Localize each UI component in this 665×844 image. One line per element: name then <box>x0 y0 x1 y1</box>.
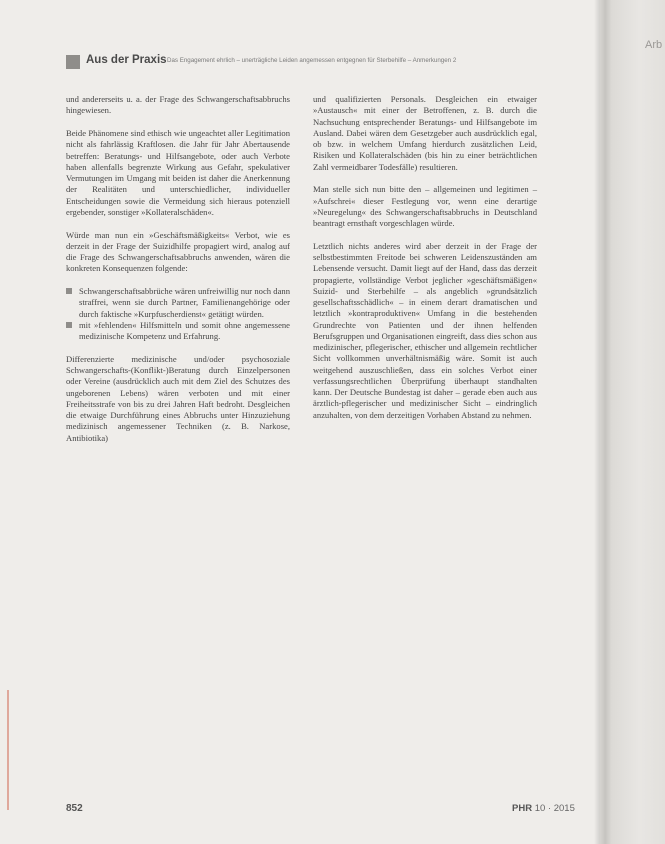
list-item-text: mit »fehlenden« Hilfsmitteln und somit ohne angemessene medizinische Kompetenz und Erfahrung. <box>79 319 290 341</box>
journal-name: PHR <box>512 803 533 814</box>
list-item <box>66 320 290 343</box>
paragraph: Würde man nun ein »Geschäftsmäßigkeits« Verbot, wie es derzeit in der Frage der Suizidhilfe propagiert wird, analog auf die Frage des Schwangerschaftsabbruchs anwenden, wären die konkreten Konsequenzen folgende: <box>66 229 290 274</box>
paragraph: Differenzierte medizinische und/oder psychosoziale Schwangerschafts-(Konflikt-)Beratung durch Einzelpersonen oder Vereine (ausdrücklich auch mit dem Ziel des Schutzes des ungeborenen Lebens) wären verboten und mit einer Freiheitsstrafe von bis zu drei Jahren Haft bedroht. Desgleichen die etwaige Durchführung eines Abbruchs unter Hinzuziehung medizinisch angemessener Techniken (z. B. Narkose, Antibiotika) <box>66 353 290 443</box>
paragraph: Man stelle sich nun bitte den – allgemeinen und legitimen – »Aufschrei« dieser Festlegung vor, wenn eine derartige »Neuregelung« des Schwangerschaftsabbruchs in Deutschland beantragt ernsthaft vorgeschlagen würde. <box>313 184 537 228</box>
list-item <box>66 286 290 320</box>
journal-issue: 10 · 2015 <box>534 803 575 814</box>
section-header <box>66 55 586 71</box>
paragraph: und qualifizierten Personals. Desgleichen ein etwaiger »Austausch« mit einer der Betroffenen, z. B. durch die Nachsuchung entsprechender Beratungs- und Hilfsangebote im Ausland. Dabei wären dem Gesetzgeber auch ausdrücklich egal, ob bzw. in welchem Umfang hierdurch zusätzlichen Leid, Risiken und Kollateralschäden (bis hin zu einer beträchtlichen Zahl vermeidbarer Todesfälle) resultieren. <box>313 94 537 172</box>
journal-footer <box>512 803 575 814</box>
right-column <box>313 94 537 432</box>
paragraph: und andererseits u. a. der Frage des Schwangerschaftsabbruchs hingewiesen. <box>66 94 290 116</box>
square-bullet-icon <box>66 322 72 328</box>
left-column <box>66 94 290 455</box>
page-number: 852 <box>66 803 83 814</box>
facing-page-edge <box>600 0 665 844</box>
paragraph: Beide Phänomene sind ethisch wie ungeachtet aller Legitimation nicht als fahrlässig Kraftlosen. die Jahr für Jahr Abertausende betreffen: Beratungs- und Hilfsangebote, oder auch Verbote haben allenfalls begrenzte Wirkung aus Gefahr, spekulativer Vermutungen im Umgang mit beiden ist daher die Anerkennung der Realitäten und unterschiedlicher, individueller Entscheidungen sowie die Vermeidung sich hieraus potenziell ergebender, sonstiger »Kollateralschäden«. <box>66 128 290 217</box>
section-marker-square <box>66 55 80 69</box>
paragraph: Letztlich nichts anderes wird aber derzeit in der Frage der selbstbestimmten Freitode bei schweren Leidenszuständen am Lebensende versucht. Damit liegt auf der Hand, dass das derzeit propagierte, vollständige Verbot jeglicher »geschäftsmäßigen« Suizid- und Sterbehilfe – als angeblich »grundsätzlich gesellschaftsschädlich« – in einem derart dramatischen und letztlich »kontraproduktiven« Umfang in die bestehenden Grundrechte von Patienten und der ihnen helfenden Berufsgruppen und Organisationen eingreift, dass dies schon aus medizinischer, pflegerischer, ethischer und allgemein rechtlicher Sicht vollkommen unverhältnismäßig wäre. Somit ist auch weitgehend auszuschließen, dass ein solches Verbot einer verfassungsrechtlichen Überprüfung überhaupt standhalten kann. Der Deutsche Bundestag ist daher – gerade eben auch aus ärztlich-pflegerischer und medizinischer Sicht – eindringlich anzuhalten, von dem derzeitigen Vorhaben Abstand zu nehmen. <box>313 240 537 420</box>
square-bullet-icon <box>66 288 72 294</box>
list-item-text: Schwangerschaftsabbrüche wären unfreiwillig nur noch dann straffrei, wenn sie durch Partner, Familienangehörige oder durch faktische »Kurpfuscherdienst« getätigt würden. <box>79 286 290 319</box>
facing-page-label: Arb <box>645 39 663 51</box>
section-title: Aus der Praxis <box>86 54 167 66</box>
bullet-list <box>66 286 290 342</box>
section-subtitle: Das Engagement ehrlich – unerträgliche Leiden angemessen entgegnen für Sterbehilfe – Anmerkungen 2 <box>167 57 457 64</box>
scan-edge-mark <box>7 690 9 810</box>
